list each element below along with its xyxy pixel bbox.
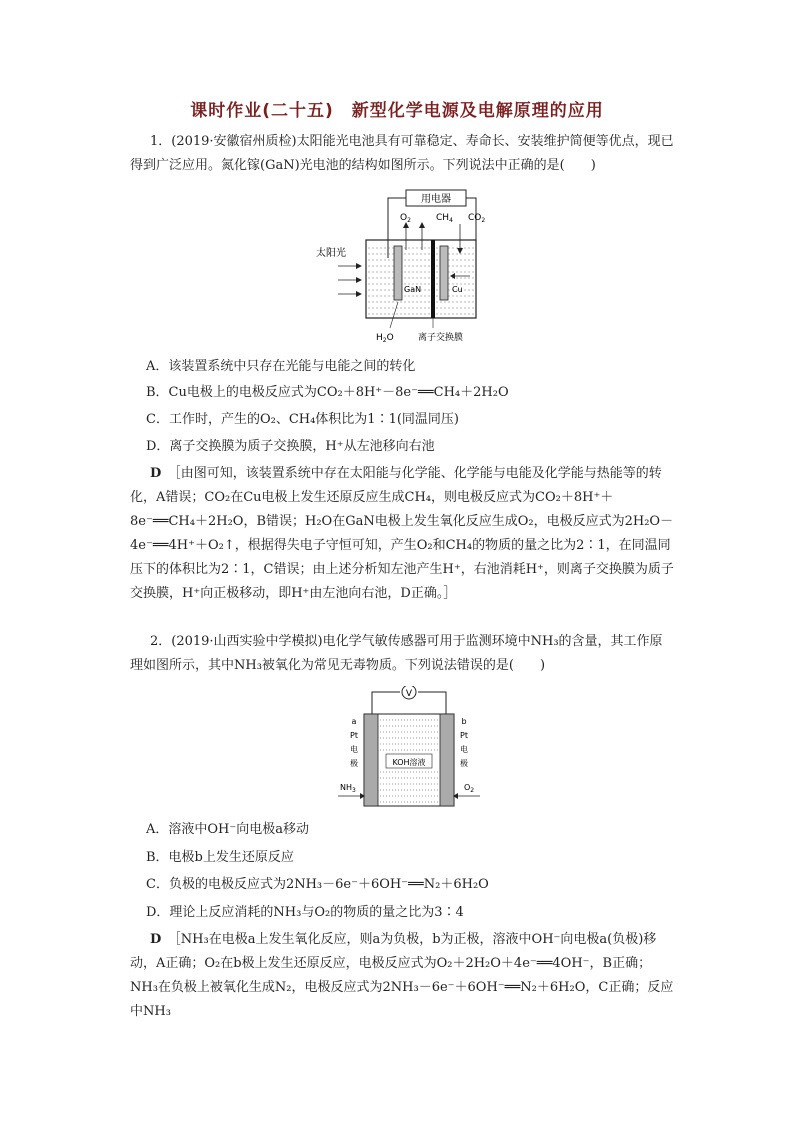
device-label: 用电器 <box>421 194 451 205</box>
q2-explanation: D ［NH₃在电极a上发生氧化反应，则a为负极，b为正极，溶液中OH⁻向电极a(负极)移动，A正确；O₂在b极上发生还原反应，电极反应式为O₂＋2H₂O＋4e⁻══4OH⁻，B正确；NH₃在负极上被氧化生成N₂，电极反应式为2NH₃－6e⁻＋6OH⁻══N₂＋6H₂O，C正确；反应中NH₃ <box>130 932 674 1019</box>
koh-label: KOH溶液 <box>392 758 426 767</box>
cu-label: Cu <box>452 285 463 294</box>
q1-option-c: C．工作时，产生的O₂、CH₄体积比为1∶1(同温同压) <box>146 412 459 427</box>
q2-option-d: D．理论上反应消耗的NH₃与O₂的物质的量之比为3∶4 <box>146 905 464 920</box>
voltmeter-label: V <box>405 689 413 699</box>
svg-text:极: 极 <box>350 759 358 768</box>
h2o-label: $H_2O$ <box>376 333 394 344</box>
q1-explanation: D ［由图可知，该装置系统中存在太阳能与化学能、化学能与电能及化学能与热能等的转化，A错误；CO₂在Cu电极上发生还原反应生成CH₄，则电极反应式为CO₂＋8H⁺＋8e⁻══CH₄＋2H₂O，B错误；H₂O在GaN电极上发生氧化反应生成O₂，电极反应式为2H₂O－4e⁻══4H⁺＋O₂↑，根据得失电子守恒可知，产生O₂和CH₄的物质的量之比为2∶1，在同温同压下的体积比为2∶1，C错误；由上述分析知左池产生H⁺，右池消耗H⁺，则离子交换膜为质子交换膜，H⁺向正极移动，即H⁺由左池向右池，D正确。］ <box>130 466 674 601</box>
q1-answer: D <box>150 466 162 481</box>
svg-text:Pt: Pt <box>460 731 468 740</box>
nh3-label: $NH_3$ <box>340 783 356 794</box>
gan-label: GaN <box>404 285 422 294</box>
sunlight-label: 太阳光 <box>316 248 346 259</box>
q1-option-b: B．Cu电极上的电极反应式为CO₂＋8H⁺－8e⁻══CH₄＋2H₂O <box>146 385 509 400</box>
co2-label: $CO_2$ <box>468 213 486 224</box>
o2-label: $O_2$ <box>400 213 411 224</box>
svg-text:a: a <box>351 717 357 726</box>
gas-sensor-diagram <box>334 686 484 810</box>
q2-answer: D <box>150 932 162 947</box>
svg-text:b: b <box>461 717 467 726</box>
svg-text:Pt: Pt <box>350 731 358 740</box>
svg-text:极: 极 <box>460 759 468 768</box>
q2-option-b: B．电极b上发生还原反应 <box>146 850 294 865</box>
question-1-stem: 1．(2019·安徽宿州质检)太阳能光电池具有可靠稳定、寿命长、安装维护简便等优点，现已得到广泛应用。氮化镓(GaN)光电池的结构如图所示。下列说法中正确的是( ) <box>130 134 674 173</box>
q1-option-d: D．离子交换膜为质子交换膜，H⁺从左池移向右池 <box>146 439 435 454</box>
q2-option-a: A．溶液中OH⁻向电极a移动 <box>146 822 309 837</box>
svg-text:电: 电 <box>460 745 468 754</box>
membrane-label: 离子交换膜 <box>418 333 464 343</box>
solar-cell-diagram <box>310 188 486 348</box>
svg-text:电: 电 <box>350 745 358 754</box>
o2-inlet-label: $O_2$ <box>464 783 475 794</box>
q2-option-c: C．负极的电极反应式为2NH₃－6e⁻＋6OH⁻══N₂＋6H₂O <box>146 877 489 892</box>
page-title: 课时作业(二十五) 新型化学电源及电解原理的应用 <box>190 101 604 121</box>
question-2-stem: 2．(2019·山西实验中学模拟)电化学气敏传感器可用于监测环境中NH₃的含量，其工作原理如图所示，其中NH₃被氧化为常见无毒物质。下列说法错误的是( ) <box>130 634 663 673</box>
ch4-label: $CH_4$ <box>436 213 453 224</box>
q1-option-a: A．该装置系统中只存在光能与电能之间的转化 <box>146 359 416 374</box>
